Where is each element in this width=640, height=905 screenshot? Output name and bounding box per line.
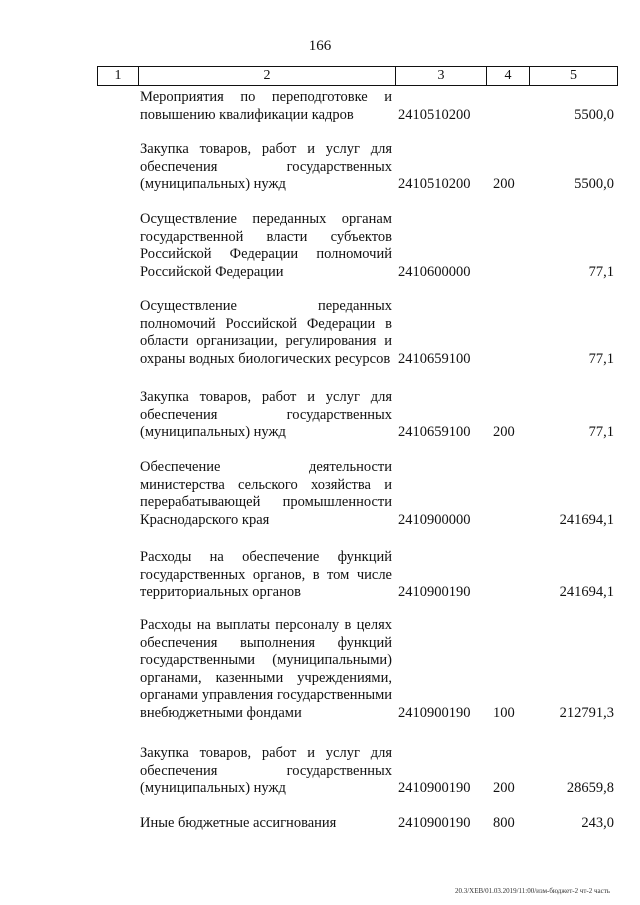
row-amount: 241694,1	[559, 511, 614, 528]
table-row	[0, 141, 640, 194]
footer-filepath: 20.3/ХЕВ/01.03.2019/11:00/изм-бюджет-2 чт-2 часть	[454, 887, 610, 895]
row-description: Обеспечение деятельности министерства сельского хозяйства и перерабатывающей промышленности Краснодарского края	[140, 459, 392, 528]
column-header-1: 1	[98, 67, 139, 86]
row-amount: 243,0	[581, 815, 614, 831]
row-code: 2410510200	[398, 106, 471, 123]
row-type: 100	[493, 705, 515, 721]
table-row	[0, 549, 640, 602]
row-code: 2410900190	[398, 705, 471, 721]
row-code: 2410659100	[398, 424, 471, 441]
row-amount: 77,1	[588, 263, 614, 280]
row-description: Осуществление переданных органам государственной власти субъектов Российской Федерации полномочий Российской Федерации	[140, 211, 392, 280]
table-row	[0, 745, 640, 798]
row-type: 200	[493, 176, 515, 193]
row-amount: 77,1	[588, 350, 614, 367]
row-type: 200	[493, 424, 515, 441]
row-description: Расходы на обеспечение функций государственных органов, в том числе территориальных органов	[140, 549, 392, 601]
row-amount: 241694,1	[559, 584, 614, 601]
row-amount: 5500,0	[574, 176, 614, 193]
table-row	[0, 459, 640, 529]
row-code: 2410900190	[398, 584, 471, 601]
row-code: 2410900190	[398, 815, 471, 831]
table-row	[0, 617, 640, 723]
table-row	[0, 211, 640, 281]
row-description: Осуществление переданных полномочий Российской Федерации в области организации, регулирования и охраны водных биологических ресурсов	[140, 298, 392, 367]
row-code: 2410510200	[398, 176, 471, 193]
table-row	[0, 298, 640, 368]
table-row	[0, 389, 640, 442]
row-amount: 212791,3	[559, 705, 614, 721]
column-header-row	[98, 67, 618, 86]
row-amount: 5500,0	[574, 106, 614, 123]
row-description: Закупка товаров, работ и услуг для обеспечения государственных (муниципальных) нужд	[140, 141, 392, 193]
row-type: 800	[493, 815, 515, 831]
row-code: 2410600000	[398, 263, 471, 280]
page-number: 166	[308, 38, 332, 54]
row-amount: 77,1	[588, 424, 614, 441]
row-code: 2410900000	[398, 511, 471, 528]
row-code: 2410900190	[398, 780, 471, 797]
row-code: 2410659100	[398, 350, 471, 367]
column-header-table	[97, 66, 618, 86]
row-description: Мероприятия по переподготовке и повышению квалификации кадров	[140, 89, 392, 123]
column-header-4: 4	[487, 67, 530, 86]
column-header-2: 2	[139, 67, 396, 86]
row-type: 200	[493, 780, 515, 797]
column-header-3: 3	[396, 67, 487, 86]
row-description: Расходы на выплаты персоналу в целях обеспечения выполнения функций государственными (муниципальными) органами, казенными учреждениями, органами управления государственными внебюджетными фондами	[140, 617, 392, 721]
table-row	[0, 815, 640, 833]
row-description: Иные бюджетные ассигнования	[140, 815, 337, 831]
row-amount: 28659,8	[566, 780, 614, 797]
row-description: Закупка товаров, работ и услуг для обеспечения государственных (муниципальных) нужд	[140, 745, 392, 797]
table-row	[0, 89, 640, 124]
column-header-5: 5	[530, 67, 618, 86]
row-description: Закупка товаров, работ и услуг для обеспечения государственных (муниципальных) нужд	[140, 389, 392, 441]
